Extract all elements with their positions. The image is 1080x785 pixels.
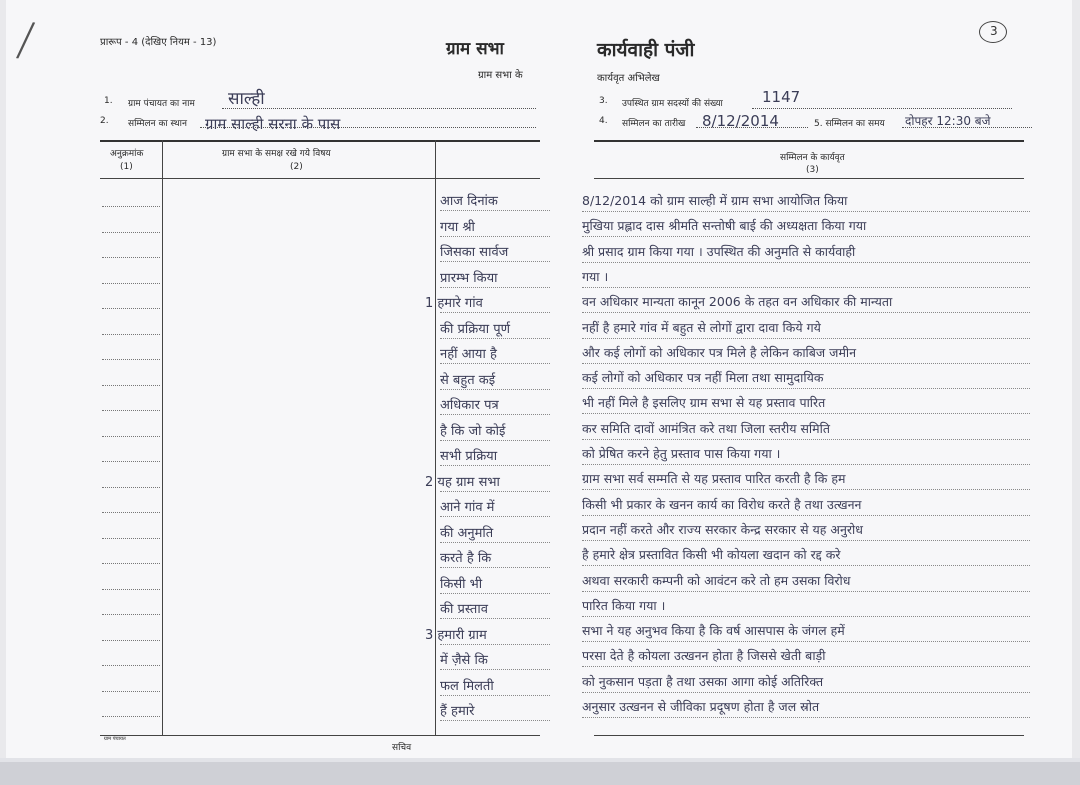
field1-underline	[222, 108, 536, 109]
serial-row-dots	[102, 385, 160, 386]
left-entry-rule	[440, 618, 550, 619]
proceedings-rule	[582, 515, 1030, 516]
field1-label: ग्राम पंचायत का नाम	[128, 99, 195, 109]
left-entry-rule	[440, 338, 550, 339]
proceedings-rule	[582, 591, 1030, 592]
proceedings-line: प्रदान नहीं करते और राज्य सरकार केन्द्र सरकार से यह अनुरोध	[582, 521, 863, 537]
proceedings-rule	[582, 236, 1030, 237]
proceedings-rule	[582, 692, 1030, 693]
left-entry-rule	[440, 491, 550, 492]
proceedings-line: कई लोगों को अधिकार पत्र नहीं मिला तथा सामुदायिक	[582, 370, 824, 386]
proceedings-line: अनुसार उत्खनन से जीविका प्रदूषण होता है जल स्रोत	[582, 699, 820, 714]
serial-row-dots	[102, 410, 160, 411]
left-entry-rule	[440, 414, 550, 415]
proceedings-rule	[582, 565, 1030, 566]
left-entry-rule	[440, 261, 550, 262]
col1-subheader: (1)	[120, 162, 133, 172]
left-entry-line: में ज़ैसे कि	[440, 653, 488, 668]
left-entry-line: आने गांव में	[440, 500, 495, 515]
table-surface	[0, 762, 1080, 785]
proceedings-rule	[582, 616, 1030, 617]
proceedings-rule	[582, 717, 1030, 718]
footer-small: ग्राम पंचायत	[104, 736, 126, 742]
field1-value: साल्ही	[228, 89, 265, 109]
left-entry-rule	[440, 567, 550, 568]
field4-label: सम्मिलन का तारीख	[622, 119, 686, 129]
proceedings-rule	[582, 287, 1030, 288]
left-entry-rule	[440, 389, 550, 390]
left-entry-line: है कि जो कोई	[440, 423, 506, 439]
left-entry-line: नहीं आया है	[440, 347, 497, 362]
proceedings-rule	[582, 262, 1030, 263]
proceedings-rule	[582, 464, 1030, 465]
left-entry-line: 3 हमारी ग्राम	[425, 627, 487, 643]
serial-row-dots	[102, 487, 160, 488]
field5-value: दोपहर 12:30 बजे	[905, 114, 991, 128]
serial-row-dots	[102, 538, 160, 539]
page-number: 3	[990, 24, 998, 38]
proceedings-rule	[582, 540, 1030, 541]
serial-row-dots	[102, 334, 160, 335]
field3-label: उपस्थित ग्राम सदस्यों की संख्या	[622, 99, 723, 109]
proceedings-line: पारित किया गया ।	[582, 597, 666, 613]
proceedings-rule	[582, 666, 1030, 667]
left-entry-line: फल मिलती	[440, 678, 494, 694]
left-entry-line: आज दिनांक	[440, 194, 498, 209]
left-entry-rule	[440, 440, 550, 441]
serial-row-dots	[102, 308, 160, 309]
serial-row-dots	[102, 640, 160, 641]
left-entry-line: से बहुत कई	[440, 372, 496, 388]
left-entry-rule	[440, 287, 550, 288]
left-entry-line: 1 हमारे गांव	[425, 296, 483, 311]
left-entry-rule	[440, 236, 550, 237]
karyavahi-title: कार्यवाही पंजी	[597, 39, 695, 61]
left-entry-rule	[440, 363, 550, 364]
serial-row-dots	[102, 691, 160, 692]
left-entry-line: किसी भी	[440, 576, 483, 592]
slash-mark: /	[14, 11, 38, 67]
page-number-circle	[979, 21, 1007, 43]
field4-number: 4.	[599, 116, 608, 126]
serial-row-dots	[102, 232, 160, 233]
field3-value: 1147	[762, 88, 801, 106]
field5-label: 5. सम्मिलन का समय	[814, 119, 885, 129]
col1-header: अनुक्रमांक	[110, 149, 144, 159]
left-entry-line: हैं हमारे	[440, 704, 475, 719]
col3-subheader: (3)	[806, 165, 819, 175]
gram-sabha-title: ग्राम सभा	[446, 39, 504, 59]
field3-number: 3.	[599, 96, 608, 106]
proceedings-rule	[582, 211, 1030, 212]
proceedings-rule	[582, 641, 1030, 642]
serial-row-dots	[102, 436, 160, 437]
left-entry-line: प्रारम्भ किया	[440, 270, 498, 286]
left-entry-rule	[440, 312, 550, 313]
proceedings-line: कर समिति दावों आमंत्रित करे तथा जिला स्तरीय समिति	[582, 420, 831, 436]
table-top-rule	[100, 140, 540, 142]
left-entry-rule	[440, 720, 550, 721]
gram-sabha-subtitle: ग्राम सभा के	[478, 70, 523, 81]
table-header-rule-right	[594, 178, 1024, 179]
serial-row-dots	[102, 665, 160, 666]
proceedings-line: 8/12/2014 को ग्राम साल्ही में ग्राम सभा आयोजित किया	[582, 193, 848, 208]
col3-header: सम्मिलन के कार्यवृत	[780, 153, 845, 163]
serial-row-dots	[102, 359, 160, 360]
proceedings-line: भी नहीं मिले है इसलिए ग्राम सभा से यह प्रस्ताव पारित	[582, 395, 826, 411]
proceedings-rule	[582, 338, 1030, 339]
serial-row-dots	[102, 512, 160, 513]
proceedings-rule	[582, 363, 1030, 364]
left-entry-rule	[440, 516, 550, 517]
proceedings-line: वन अधिकार मान्यता कानून 2006 के तहत वन अधिकार की मान्यता	[582, 294, 893, 310]
col2-subheader: (2)	[290, 162, 303, 172]
proceedings-rule	[582, 388, 1030, 389]
table-header-rule	[100, 178, 540, 179]
left-entry-line: की अनुमति	[440, 525, 494, 541]
left-entry-line: अधिकार पत्र	[440, 398, 499, 413]
proceedings-rule	[582, 312, 1030, 313]
proceedings-line: श्री प्रसाद ग्राम किया गया । उपस्थित की अनुमति से कार्यवाही	[582, 243, 856, 259]
left-entry-rule	[440, 542, 550, 543]
proceedings-rule	[582, 413, 1030, 414]
proceedings-line: मुखिया प्रह्लाद दास श्रीमति सन्तोषी बाई की अध्यक्षता किया गया	[582, 218, 867, 234]
left-entry-rule	[440, 669, 550, 670]
left-entry-line: गया श्री	[440, 219, 475, 235]
serial-row-dots	[102, 461, 160, 462]
proceedings-line: ग्राम सभा सर्व सम्मति से यह प्रस्ताव पारित करती है कि हम	[582, 471, 846, 487]
left-entry-line: की प्रस्ताव	[440, 602, 488, 617]
left-entry-line: करते है कि	[440, 551, 492, 566]
field2-label: सम्मिलन का स्थान	[128, 119, 187, 129]
left-entry-line: की प्रक्रिया पूर्ण	[440, 321, 511, 337]
serial-row-dots	[102, 563, 160, 564]
left-entry-rule	[440, 644, 550, 645]
left-entry-rule	[440, 465, 550, 466]
serial-row-dots	[102, 589, 160, 590]
form-reference: प्रारूप - 4 (देखिए नियम - 13)	[100, 37, 217, 48]
serial-row-dots	[102, 614, 160, 615]
proceedings-line: नहीं है हमारे गांव में बहुत से लोगों द्वारा दावा किये गये	[582, 319, 821, 335]
serial-row-dots	[102, 283, 160, 284]
proceedings-line: अथवा सरकारी कम्पनी को आवंटन करे तो हम उसका विरोध	[582, 572, 851, 588]
field4-value: 8/12/2014	[702, 112, 779, 130]
proceedings-line: और कई लोगों को अधिकार पत्र मिले है लेकिन काबिज जमीन	[582, 344, 857, 360]
proceedings-line: को प्रेषित करने हेतु प्रस्ताव पास किया गया ।	[582, 446, 781, 461]
proceedings-line: सभा ने यह अनुभव किया है कि वर्ष आसपास के जंगल हमें	[582, 623, 845, 639]
left-entry-rule	[440, 210, 550, 211]
proceedings-line: किसी भी प्रकार के खनन कार्य का विरोध करते है तथा उत्खनन	[582, 496, 862, 512]
karyavahi-subtitle: कार्यवृत अभिलेख	[597, 73, 660, 84]
proceedings-line: है हमारे क्षेत्र प्रस्तावित किसी भी कोयला खदान को रद्द करे	[582, 547, 841, 563]
left-entry-rule	[440, 695, 550, 696]
left-entry-rule	[440, 593, 550, 594]
proceedings-line: को नुकसान पड़ता है तथा उसका आगा कोई अतिरिक्त	[582, 673, 824, 689]
table-top-rule-right	[594, 140, 1024, 142]
col2-header: ग्राम सभा के समक्ष रखे गये विषय	[222, 149, 331, 159]
left-entry-line: सभी प्रक्रिया	[440, 449, 498, 464]
field3-underline	[752, 108, 1012, 109]
left-entry-line: जिसका सार्वज	[440, 245, 509, 260]
field1-number: 1.	[104, 96, 113, 106]
table-bottom-rule	[100, 735, 540, 736]
column-divider-2	[435, 140, 436, 736]
proceedings-line: गया ।	[582, 268, 609, 284]
field2-value: ग्राम साल्ही सरना के पास	[205, 115, 341, 133]
serial-row-dots	[102, 716, 160, 717]
proceedings-rule	[582, 489, 1030, 490]
column-divider-1	[162, 140, 163, 736]
serial-row-dots	[102, 206, 160, 207]
footer-sign: सचिव	[392, 743, 412, 753]
left-entry-line: 2 यह ग्राम सभा	[425, 474, 500, 490]
proceedings-rule	[582, 439, 1030, 440]
proceedings-line: परसा देते है कोयला उत्खनन होता है जिससे खेती बाड़ी	[582, 648, 826, 664]
serial-row-dots	[102, 257, 160, 258]
field2-number: 2.	[100, 116, 109, 126]
table-bottom-rule-right	[594, 735, 1024, 736]
